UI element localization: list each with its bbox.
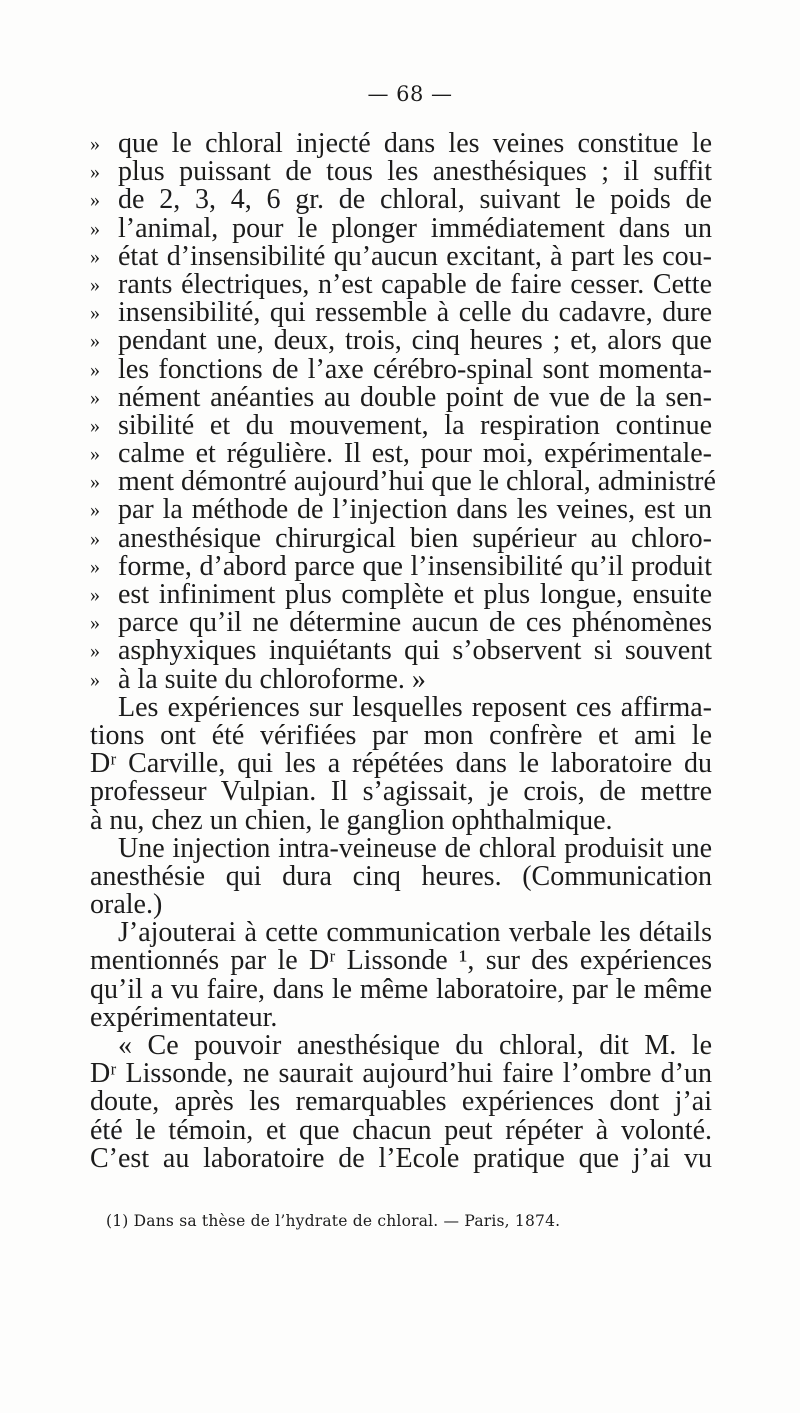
- quoted-line: » est infiniment plus complète et plus longue, ensuite: [90, 581, 712, 609]
- paragraph-line: Les expériences sur lesquelles reposent ces affirma-: [118, 691, 712, 723]
- quoted-line: » nément anéanties au double point de vue de la sen-: [90, 384, 712, 412]
- quoted-line: » que le chloral injecté dans les veines constitue le: [90, 130, 712, 158]
- paragraph-line: expérimentateur.: [90, 1001, 278, 1033]
- quoted-line: » sibilité et du mouvement, la respiration continue: [90, 412, 712, 440]
- quoted-line: » asphyxiques inquiétants qui s’observent si souvent: [90, 637, 712, 665]
- paragraph-line: à nu, chez un chien, le ganglion ophthalmique.: [90, 804, 613, 836]
- quoted-line: » anesthésique chirurgical bien supérieur au chloro-: [90, 525, 712, 553]
- paragraph-line: qu’il a vu faire, dans le même laboratoire, par le même: [90, 973, 712, 1005]
- paragraph-line: Dʳ Lissonde, ne saurait aujourd’hui faire l’ombre d’un: [90, 1058, 712, 1090]
- quoted-line: » état d’insensibilité qu’aucun excitant, à part les cou-: [90, 243, 712, 271]
- quoted-line: » de 2, 3, 4, 6 gr. de chloral, suivant le poids de: [90, 186, 712, 214]
- quoted-line: » ment démontré aujourd’hui que le chloral, administré: [90, 468, 712, 496]
- quoted-line: » insensibilité, qui ressemble à celle du cadavre, dure: [90, 299, 712, 327]
- quoted-line: » par la méthode de l’injection dans les veines, est un: [90, 496, 712, 524]
- paragraph-line: C’est au laboratoire de l’Ecole pratique que j’ai vu: [90, 1142, 712, 1174]
- paragraph-line: doute, après les remarquables expériences dont j’ai: [90, 1086, 712, 1118]
- paragraph-line: orale.): [90, 889, 163, 921]
- paragraph-line: J’ajouterai à cette communication verbale les détails: [118, 917, 712, 949]
- paragraph-lissonde-quote: [90, 1032, 712, 1173]
- quoted-line: » les fonctions de l’axe cérébro-spinal sont momenta-: [90, 356, 712, 384]
- quoted-line: » calme et régulière. Il est, pour moi, expérimentale-: [90, 440, 712, 468]
- quoted-line: » à la suite du chloroforme. »: [90, 666, 712, 694]
- paragraph-experiences: [90, 691, 712, 836]
- paragraph-line: professeur Vulpian. Il s’agissait, je crois, de mettre: [90, 776, 712, 808]
- body-text: [90, 128, 716, 1174]
- footnote: (1) Dans sa thèse de l’hydrate de chloral. — Paris, 1874.: [106, 1212, 561, 1230]
- paragraph-line: anesthésie qui dura cinq heures. (Communication: [90, 860, 712, 892]
- paragraph-injection: [90, 832, 712, 921]
- quoted-line: » forme, d’abord parce que l’insensibilité qu’il produit: [90, 553, 712, 581]
- paragraph-ajouterai: [90, 919, 712, 1032]
- paragraph-line: « Ce pouvoir anesthésique du chloral, dit M. le: [118, 1030, 712, 1061]
- paragraph-line: mentionnés par le Dʳ Lissonde ¹, sur des expériences: [90, 945, 712, 977]
- quoted-line: » pendant une, deux, trois, cinq heures ; et, alors que: [90, 327, 712, 355]
- paragraph-line: été le témoin, et que chacun peut répéter à volonté.: [90, 1114, 712, 1146]
- quoted-passage: [90, 128, 716, 695]
- quoted-line: » parce qu’il ne détermine aucun de ces phénomènes: [90, 609, 712, 637]
- paragraph-line: Une injection intra-veineuse de chloral produisit une: [118, 832, 712, 864]
- paragraph-line: Dʳ Carville, qui les a répétées dans le laboratoire du: [90, 748, 712, 780]
- quoted-line: » plus puissant de tous les anesthésiques ; il suffit: [90, 158, 712, 186]
- page-number: — 68 —: [367, 82, 453, 106]
- quoted-line: » rants électriques, n’est capable de faire cesser. Cette: [90, 271, 712, 299]
- paragraph-line: tions ont été vérifiées par mon confrère et ami le: [90, 719, 712, 751]
- quoted-line: » l’animal, pour le plonger immédiatement dans un: [90, 215, 712, 243]
